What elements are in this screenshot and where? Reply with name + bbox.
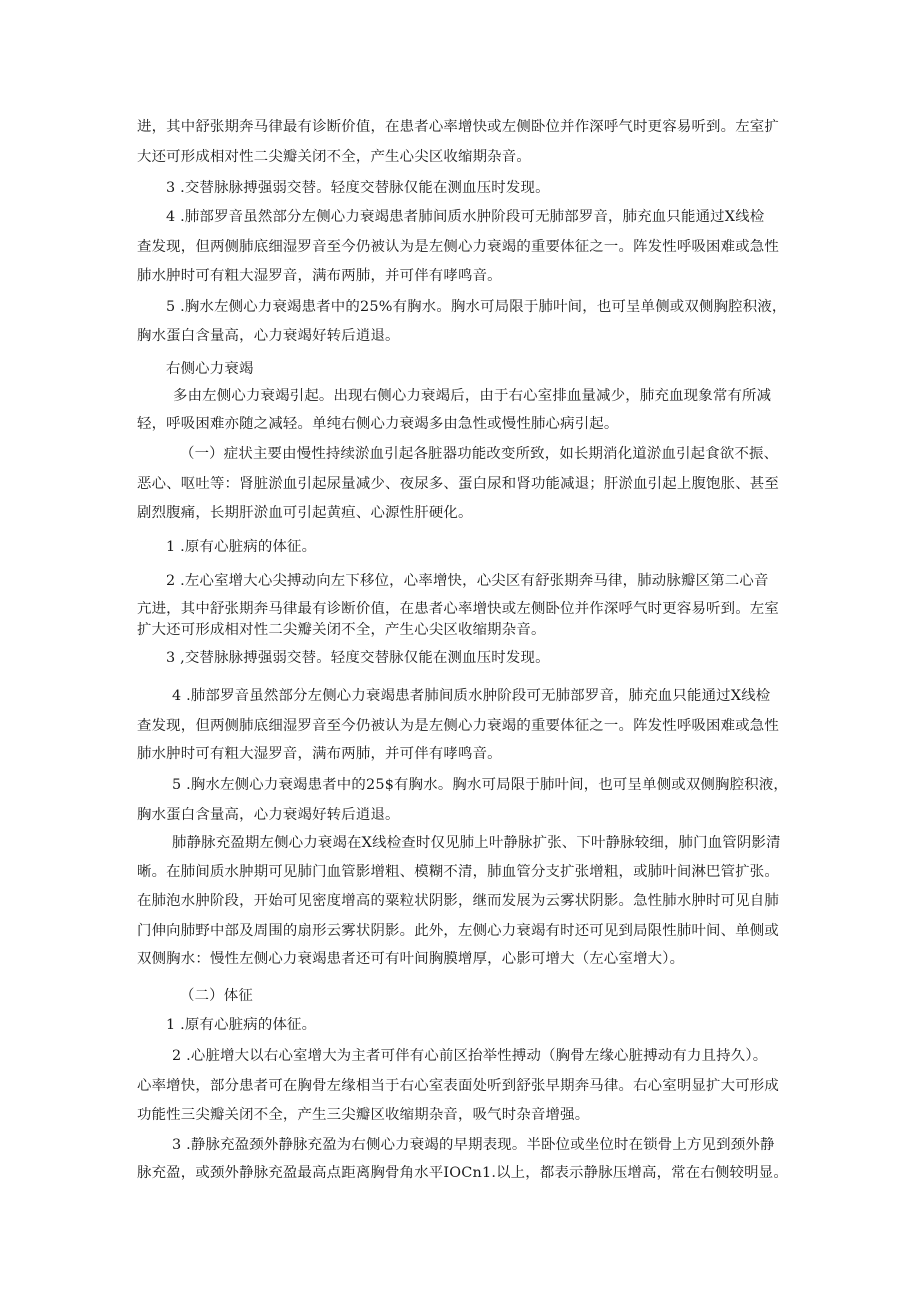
text-line: 3 .静脉充盈颈外静脉充盈为右侧心力衰竭的早期表现。半卧位或坐位时在锁骨上方见到颈外静 xyxy=(172,1137,775,1153)
text-line: 5 .胸水左侧心力衰竭患者中的25%有胸水。胸水可局限于肺叶间，也可呈单侧或双侧胸腔积液， xyxy=(166,299,787,315)
text-line: 心率增快，部分患者可在胸骨左缘相当于右心室表面处听到舒张早期奔马律。右心室明显扩大可形成 xyxy=(137,1078,779,1094)
text-line: 4 .肺部罗音虽然部分左侧心力衰竭患者肺间质水肿阶段可无肺部罗音，肺充血只能通过Ⅹ线检 xyxy=(166,209,765,225)
text-line: 2 .心脏增大以右心室增大为主者可伴有心前区抬举性搏动（胸骨左缘心脏搏动有力且持久）。 xyxy=(172,1048,768,1064)
text-line: 胸水蛋白含量高，心力衰竭好转后逍退。 xyxy=(137,807,400,823)
text-line: 1 .原有心脏病的体征。 xyxy=(166,1017,317,1033)
text-line: 多由左侧心力衰竭引起。出现右侧心力衰竭后，由于右心室排血量减少，肺充血现象常有所减 xyxy=(173,388,772,404)
text-line: 肺水肿时可有粗大湿罗音，满布两肺，并可伴有哮鸣音。 xyxy=(137,746,502,762)
text-line: 亢进，其中舒张期奔马律最有诊断价值，在患者心率增快或左侧卧位并作深呼气时更容易听到。左室 xyxy=(137,601,779,617)
text-line: 恶心、呕吐等：肾脏淤血引起尿量减少、夜尿多、蛋白尿和肾功能减退；肝淤血引起上腹饱胀、甚至 xyxy=(137,476,779,492)
text-line: 5 .胸水左侧心力衰竭患者中的25$有胸水。胸水可局限于肺叶间，也可呈单侧或双侧胸腔积液， xyxy=(172,777,789,793)
text-line: 查发现，但两侧肺底细湿罗音至今仍被认为是左侧心力衰竭的重要体征之一。阵发性呼吸困难或急性 xyxy=(137,718,779,734)
text-line: 4 .肺部罗音虽然部分左侧心力衰竭患者肺间质水肿阶段可无肺部罗音，肺充血只能通过Ⅹ线检 xyxy=(172,688,771,704)
section-heading: 右侧心力衰竭 xyxy=(166,361,254,377)
text-line: 剧烈腹痛，长期肝淤血可引起黄疸、心源性肝硬化。 xyxy=(137,505,473,521)
text-line: 脉充盈，或颈外静脉充盈最高点距离胸骨角水平IOCn1.以上，都表示静脉压增高，常在右侧较明显。 xyxy=(137,1165,788,1181)
text-line: 大还可形成相对性二尖瓣关闭不全，产生心尖区收缩期杂音。 xyxy=(137,149,531,165)
text-line: 轻，呼吸困难亦随之减轻。单纯右侧心力衰竭多由急性或慢性肺心病引起。 xyxy=(137,416,619,432)
text-line: 2 .左心室增大心尖搏动向左下移位，心率增快，心尖区有舒张期奔马律，肺动脉瓣区第二心音 xyxy=(166,573,769,589)
text-line: 肺水肿时可有粗大湿罗音，满布两肺，并可伴有哮鸣音。 xyxy=(137,268,502,284)
text-line: 3 ,交替脉脉搏强弱交替。轻度交替脉仅能在测血压时发现。 xyxy=(166,650,550,666)
text-line: 查发现，但两侧肺底细湿罗音至今仍被认为是左侧心力衰竭的重要体征之一。阵发性呼吸困难或急性 xyxy=(137,239,779,255)
text-line: 晰。在肺间质水肿期可见肺门血管影增粗、模糊不清，肺血管分支扩张增粗，或肺叶间淋巴管扩张。 xyxy=(137,864,779,880)
text-line: 功能性三尖瓣关闭不全，产生三尖瓣区收缩期杂音，吸气时杂音增强。 xyxy=(137,1107,590,1123)
text-line: （一）症状主要由慢性持续淤血引起各脏器功能改变所致，如长期消化道淤血引起食欲不振、 xyxy=(180,446,779,462)
text-line: 在肺泡水肿阶段，开始可见密度增高的粟粒状阴影，继而发展为云雾状阴影。急性肺水肿时可见自肺 xyxy=(137,893,779,909)
text-line: 扩大还可形成相对性二尖瓣关闭不全，产生心尖区收缩期杂音。 xyxy=(137,622,546,638)
text-line: 3 .交替脉脉搏强弱交替。轻度交替脉仅能在测血压时发现。 xyxy=(166,180,550,196)
text-line: 胸水蛋白含量高，心力衰竭好转后逍退。 xyxy=(137,328,400,344)
text-line: 肺静脉充盈期左侧心力衰竭在X线检查时仅见肺上叶静脉扩张、下叶静脉较细，肺门血管阴影清 xyxy=(172,835,781,851)
text-line: 1 .原有心脏病的体征。 xyxy=(166,539,317,555)
section-heading: （二）体征 xyxy=(180,988,253,1004)
text-line: 门伸向肺野中部及周围的扇形云雾状阴影。此外，左侧心力衰竭有时还可见到局限性肺叶间、单侧或 xyxy=(137,923,779,939)
text-line: 双侧胸水：慢性左侧心力衰竭患者还可有叶间胸膜增厚，心影可增大（左心室增大）。 xyxy=(137,951,685,967)
text-line: 进，其中舒张期奔马律最有诊断价值，在患者心率增快或左侧卧位并作深呼气时更容易听到。左室扩 xyxy=(137,119,779,135)
